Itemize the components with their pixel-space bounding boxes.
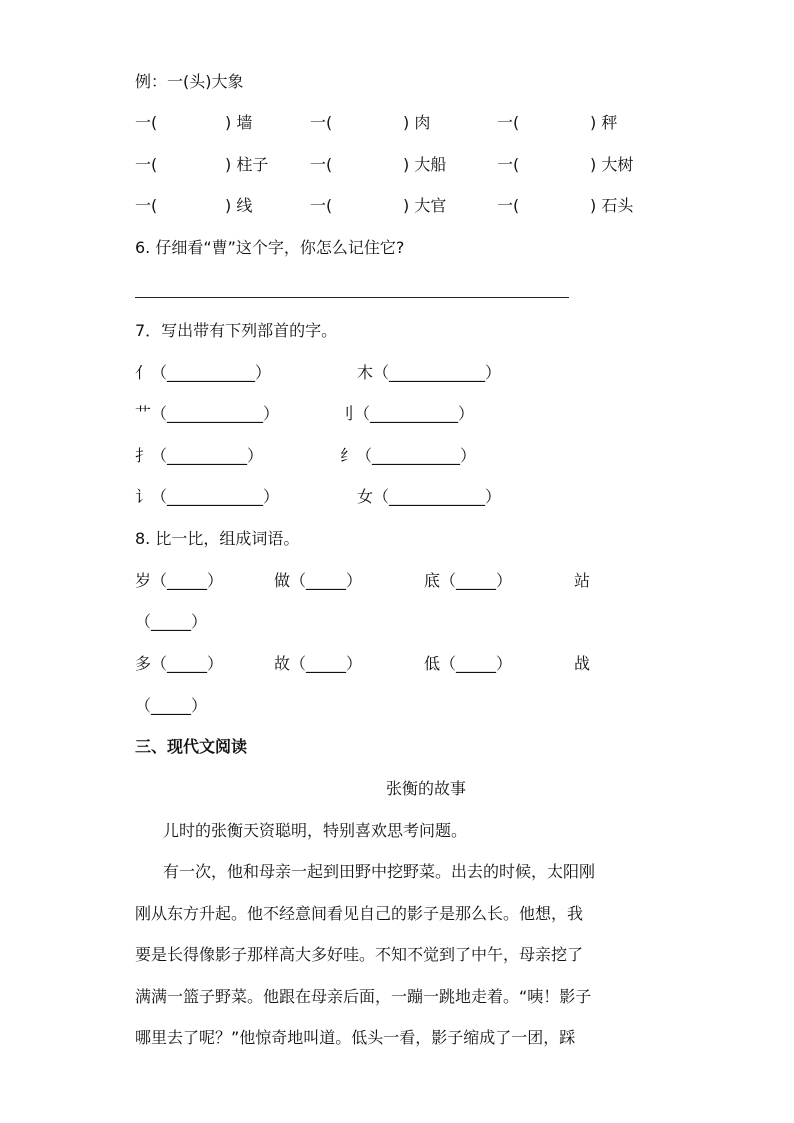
q7-r1c1: 亻（___________）	[135, 363, 272, 382]
q5-r3c3-post: ) 石头	[590, 196, 634, 215]
q8-r1c2: 做（_____）	[274, 571, 363, 590]
q5-r1c1-post: ) 墙	[225, 113, 253, 132]
q5-r2c3-post: ) 大树	[590, 155, 634, 174]
q7-r3c2: 纟（___________）	[340, 446, 477, 465]
q5-r3c1-post: ) 线	[225, 196, 253, 215]
story-title: 张衡的故事	[386, 779, 467, 798]
section3-heading: 三、现代文阅读	[135, 737, 248, 756]
q6-question: 6. 仔细看“曹”这个字，你怎么记住它?	[135, 238, 405, 257]
q5-r2c2-post: ) 大船	[403, 155, 447, 174]
q7-r3c1: 扌（__________）	[135, 446, 264, 465]
q7-r4c2: 女（____________）	[357, 487, 502, 506]
story-line-1: 儿时的张衡天资聪明，特别喜欢思考问题。	[163, 821, 468, 840]
q5-r1c3-pre: 一(	[497, 113, 520, 132]
q5-example: 例：一(头)大象	[135, 72, 244, 91]
q7-r1c2: 木（____________）	[357, 363, 502, 382]
q5-r2c1-post: ) 柱子	[225, 155, 269, 174]
q7-r2c2: 刂（___________）	[338, 404, 475, 423]
q7-question: 7．写出带有下列部首的字。	[135, 321, 338, 340]
q5-r1c2-post: ) 肉	[403, 113, 431, 132]
story-line-3: 刚从东方升起。他不经意间看见自己的影子是那么长。他想，我	[135, 904, 584, 923]
q5-r1c3-post: ) 秤	[590, 113, 618, 132]
q5-r1c1-pre: 一(	[135, 113, 158, 132]
q5-r2c1-pre: 一(	[135, 155, 158, 174]
story-line-4: 要是长得像影子那样高大多好哇。不知不觉到了中午，母亲挖了	[135, 945, 584, 964]
q8-r2c2: 故（_____）	[274, 654, 363, 673]
q7-r4c1: 讠（____________）	[135, 487, 280, 506]
q5-r3c2-post: ) 大官	[403, 196, 447, 215]
story-line-5: 满满一篮子野菜。他跟在母亲后面，一蹦一跳地走着。“咦！影子	[135, 987, 592, 1006]
q5-r2c2-pre: 一(	[310, 155, 333, 174]
q8-r1c3: 底（_____）	[424, 571, 513, 590]
q8-r1c1: 岁（_____）	[135, 571, 224, 590]
q7-r2c1: 艹（____________）	[135, 404, 280, 423]
q6-answer-line[interactable]	[135, 297, 569, 298]
q8-r2c3: 低（_____）	[424, 654, 513, 673]
story-line-2: 有一次，他和母亲一起到田野中挖野菜。出去的时候，太阳刚	[163, 862, 596, 881]
q5-r3c2-pre: 一(	[310, 196, 333, 215]
q8-r1c4: 站	[574, 571, 591, 590]
q8-r2c4: 战	[574, 654, 591, 673]
q8-r2-wrap: （_____）	[135, 696, 208, 715]
q5-r3c3-pre: 一(	[497, 196, 520, 215]
story-line-6: 哪里去了呢？”他惊奇地叫道。低头一看，影子缩成了一团，踩	[135, 1028, 576, 1047]
q8-r2c1: 多（_____）	[135, 654, 224, 673]
q5-r1c2-pre: 一(	[310, 113, 333, 132]
q5-r3c1-pre: 一(	[135, 196, 158, 215]
q5-r2c3-pre: 一(	[497, 155, 520, 174]
q8-r1-wrap: （_____）	[135, 612, 208, 631]
q8-question: 8. 比一比，组成词语。	[135, 529, 300, 548]
